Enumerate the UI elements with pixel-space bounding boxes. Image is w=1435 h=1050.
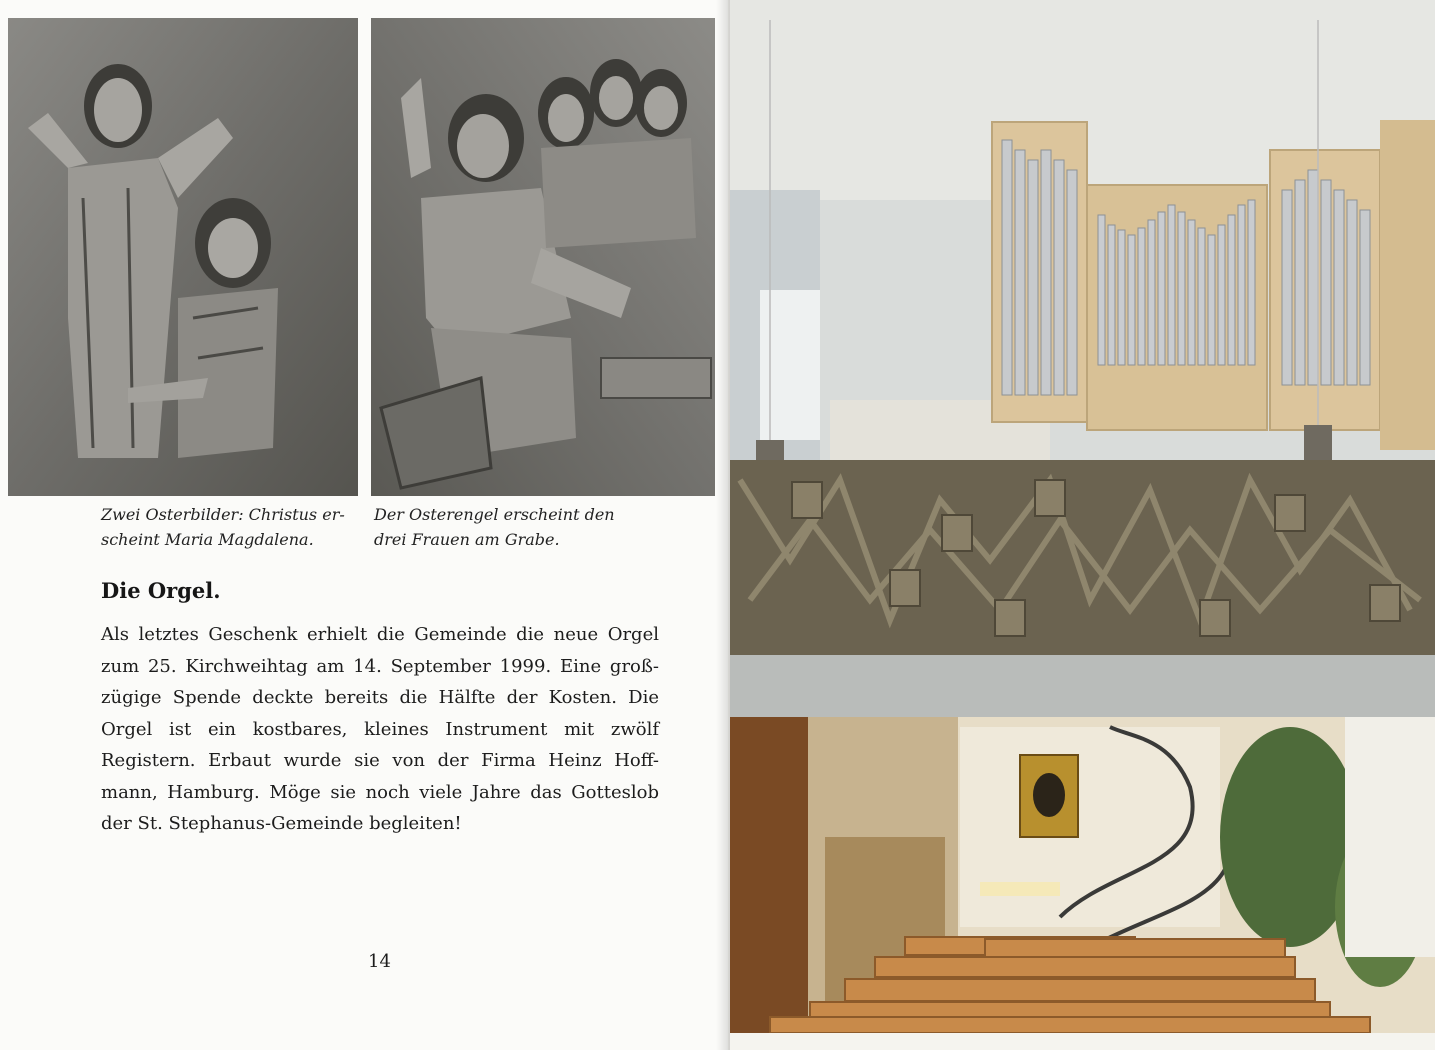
page-number: 14	[368, 951, 391, 972]
chapel-interior-photo	[730, 717, 1435, 1033]
caption-left	[101, 502, 356, 552]
body-line: zum 25. Kirchweihtag am 14. September 1999. Eine groß-	[101, 655, 659, 677]
body-line: der St. Stephanus-Gemeinde begleiten!	[101, 813, 462, 834]
body-line: Als letztes Geschenk erhielt die Gemeinde die neue Orgel	[101, 624, 659, 645]
relief-christus-maria-photo	[8, 18, 358, 496]
organ-gallery-photo	[730, 0, 1435, 717]
body-line: Orgel ist ein kostbares, kleines Instrument mit zwölf	[101, 718, 659, 740]
body-line: mann, Hamburg. Möge sie noch viele Jahre das Gotteslob	[101, 781, 659, 803]
section-heading: Die Orgel.	[101, 578, 221, 603]
body-line: zügige Spende deckte bereits die Hälfte der Kosten. Die	[101, 687, 659, 708]
body-line: Registern. Erbaut wurde sie von der Firma Heinz Hoff-	[101, 750, 659, 771]
caption-right	[374, 502, 629, 552]
caption-right-line: Der Osterengel erscheint den	[374, 505, 615, 524]
relief-osterengel-photo	[371, 18, 715, 496]
right-page	[730, 0, 1435, 1050]
caption-left-line: Zwei Osterbilder: Christus er-	[101, 505, 345, 524]
caption-left-line: scheint Maria Magdalena.	[101, 530, 314, 549]
body-paragraph	[101, 619, 659, 840]
caption-right-line: drei Frauen am Grabe.	[374, 530, 560, 549]
